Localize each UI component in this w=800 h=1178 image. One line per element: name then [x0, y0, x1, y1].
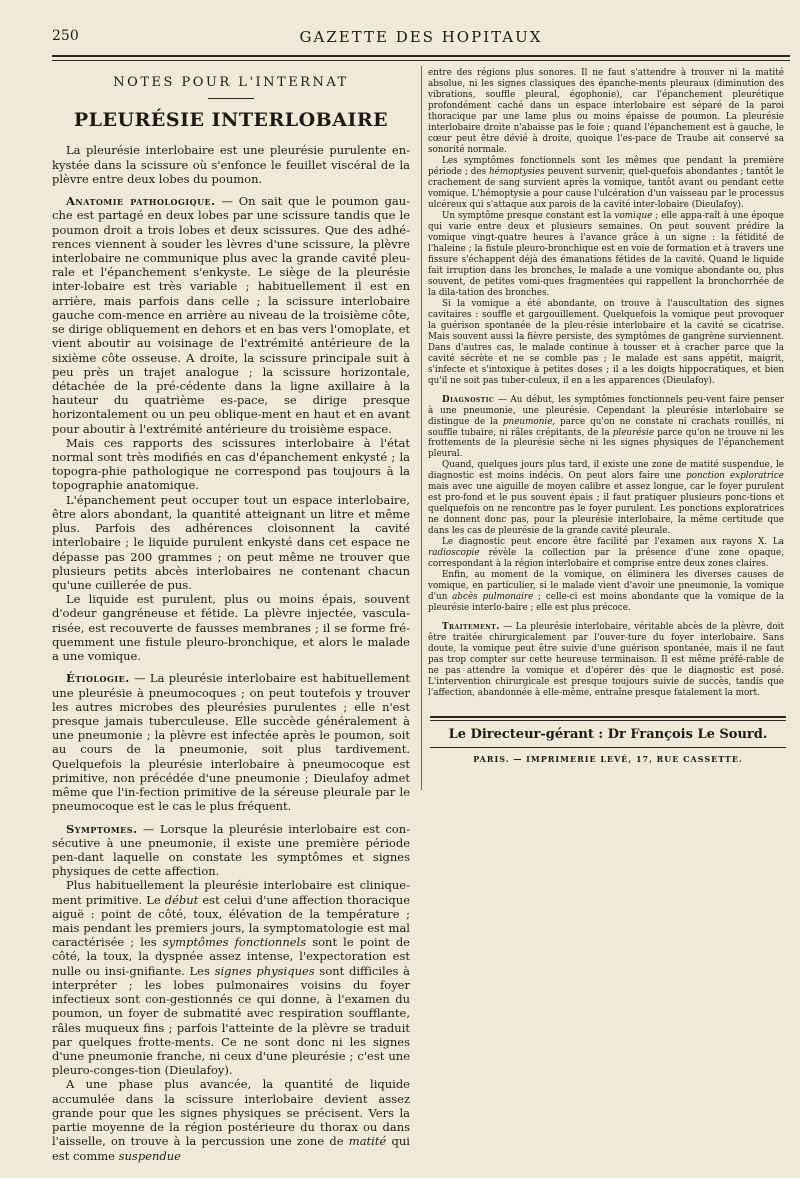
italic-run: matité — [348, 1134, 387, 1149]
intro-paragraph: La pleurésie interlobaire est une pleurésie purulente en-kystée dans la scissure où s'enfonce le feuillet viscéral de la plèvre entre deux lobes du poumon. — [52, 143, 410, 186]
traitement-text: — La pleurésie interlobaire, véritable abcès de la plèvre, doit être traitée chirurgicalement par l'ouver-ture du foyer interlobaire. Sans doute, la vomique peut être suivie d'une guérison spontanée, mais il ne faut pas trop compter sur cette heureuse terminaison. Il est même préfé-rable de ne pas attendre la vomique et d'opérer dès que le diagnostic est posé. L'intervention chirurgicale est presque toujours suivie de succès, tandis que l'affection, abandonnée à elle-même, entraîne presque fatalement la mort. — [428, 622, 784, 699]
text-run: ; elle appa-raît à une époque qui varie entre deux et plusieurs semaines. On peut souvent prédire la vomique vingt-quatre heures à l'avance grâce à un signe : la fétidité de l'haleine ; la fistule pleuro-bronchique est en voie de formation et à travers une fissure s'échappent déjà des émanations fétides de la cavité. Quand le liquide fait irruption dans les bronches, le malade a une vomique abondante ou, plus souvent, de petites vomi-ques fragmentées qui rappellent la bronchorrhée de la dila-tation des bronches. — [428, 210, 784, 298]
phase-paragraph — [52, 1077, 410, 1162]
text-run: sont difficiles à interpréter ; les lobes pulmonaires voisins du foyer infectieux sont con-gestionnés ce qui donne, à l'examen du poumon, un foyer de submatité avec respiration soufflante, râles muqueux fins ; parfois l'atteinte de la plèvre se traduit par quelques frotte-ments. Ce ne sont donc ni les signes d'une pneumonie franche, ni ceux d'une pleurésie ; c'est une pleuro-conges-tion (Dieulafoy). — [52, 963, 410, 1078]
text-run: Quand, quelques jours plus tard, il existe une zone de matité suspendue, le diagnostic est moins indécis. On peut alors faire une — [428, 460, 784, 482]
text-run: Le diagnostic peut encore être facilité par l'examen aux rayons X. La — [442, 537, 784, 548]
text-run: sont le point de côté, la toux, la dyspnée assez intense, l'expectoration est nulle ou insi-gnifiante. Les — [52, 935, 410, 978]
symptomes-text: — Lorsque la pleurésie interlobaire est con-sécutive à une pneumonie, il existe une première période pen-dant laquelle on constate les symptômes et signes physiques de cette affection. — [52, 821, 410, 879]
text-run: Les symptômes fonctionnels sont les mêmes que pendant la première période ; des — [428, 155, 784, 177]
radio-paragraph — [428, 537, 784, 570]
abondante-paragraph: Si la vomique a été abondante, on trouve à l'auscultation des signes cavitaires : souffle et gargouillement. Quelquefois la vomique peut provoquer la guérison spontanée de la pleu-résie interlobaire et la cavité se cicatrise. Mais souvent aussi la fièvre persiste, des symptômes de gangrène surviennent. Dans d'autres cas, le malade continue à tousser et à cracher parce que la cavité sécrète et ne se comble pas ; le malade est sans appétit, maigrit, s'infecte et s'intoxique à petites doses ; il a les doigts hippocratiques, et bien qu'il ne soit pas tuber-culeux, il en a les apparences (Dieulafoy). — [428, 298, 784, 386]
continued-paragraph: entre des régions plus sonores. Il ne faut s'attendre à trouver ni la matité absolue, ni les signes classiques des épanche-ments pleuraux (diminution des vibrations, souffle pleural, égophonie), car l'épanchement pleurétique profondément caché dans un espace interlobaire est séparé de la paroi thoracique par une lame plus ou moins épaisse de poumon. La pleurésie interlobaire droite n'abaisse pas le foie ; quand l'épanchement est à gauche, le cœur peut être dévié à droite, quoique l'es-pace de Traube ait conservé sa sonorité normale. — [428, 68, 784, 155]
enfin-paragraph — [428, 570, 784, 614]
text-run: — Au début, les symptômes fonctionnels peu-vent faire penser à une pneumonie, une pleurésie. Cependant la pleurésie interlobaire se distingue de la — [428, 394, 784, 427]
vomique-paragraph — [428, 211, 784, 299]
header-rule-thin — [52, 60, 790, 61]
italic-run: ponction exploratrice — [686, 471, 785, 482]
italic-run: début — [164, 892, 199, 907]
fonctionnels-paragraph — [428, 156, 784, 211]
text-run: parce qu'on ne trouve ni les frottements de la pleurésie sèche ni les signes physiques de l'épanchement pleural. — [428, 427, 784, 460]
italic-run: symptômes fonctionnels — [162, 935, 307, 950]
text-run: Un symptôme presque constant est la — [442, 210, 615, 221]
etiologie-heading: Étiologie. — [66, 671, 130, 686]
page-header — [52, 28, 790, 50]
page-number: 250 — [52, 28, 79, 44]
liquide-paragraph: Le liquide est purulent, plus ou moins épais, souvent d'odeur gangréneuse et fétide. La plèvre injectée, vascula-risée, est recouverte de fausses membranes ; il se forme fré-quemment une fistule pleuro-bronchique, et alors le malade a une vomique. — [52, 592, 410, 664]
text-run: révèle la collection par la présence d'une zone opaque, correspondant à la région interlobaire et comprise entre deux zones claires. — [428, 548, 784, 570]
epanchement-paragraph: L'épanchement peut occuper tout un espace interlobaire, être alors abondant, la quantité atteignant un litre et même plus. Parfois des adhérences cloisonnent la cavité interlobaire ; le liquide purulent enkysté dans cet espace ne dépasse pas 200 grammes ; on peut même ne trouver que plusieurs petits abcès interlobaires ne contenant chacun qu'une cuillerée de pus. — [52, 492, 410, 592]
title-rule — [208, 98, 254, 99]
journal-title: GAZETTE DES HOPITAUX — [299, 28, 543, 46]
text-run: Enfin, au moment de la vomique, on éliminera les diverses causes de vomique, en particulier, si le malade vient d'avoir une pneumonie, la vomique d'un — [428, 570, 784, 603]
italic-run: vomique — [614, 210, 653, 221]
text-run: A une phase plus avancée, la quantité de liquide accumulée dans la scissure interlobaire devient assez grande pour que les signes physiques se précisent. Vers la partie moyenne de la région postérieure du thorax ou dans l'aisselle, on trouve à la percussion une zone de — [52, 1077, 410, 1149]
column-divider — [421, 66, 422, 790]
text-run: , parce qu'on ne constate ni crachats rouillés, ni souffle tubaire, ni râles crépitants, de la — [428, 416, 784, 438]
header-rule-thick — [52, 55, 790, 57]
etiologie-paragraph — [52, 671, 410, 813]
rapports-paragraph: Mais ces rapports des scissures interlobaire à l'état normal sont très modifiés en cas d'épanchement enkysté ; la topogra-phie pathologique ne correspond pas toujours à la topographie anatomique. — [52, 435, 410, 493]
article-title: PLEURÉSIE INTERLOBAIRE — [73, 109, 389, 132]
text-run: peuvent survenir, quel-quefois abondantes ; tantôt le crachement de sang survient après la vomique, tantôt avant ou pendant cette vomique. L'hémoptysie a pour cause l'ulcération d'un vaisseau par le processus ulcéreux qui s'attaque aux parois de la cavité inter-lobaire (Dieulafoy). — [428, 166, 784, 210]
italic-run: signes physiques — [214, 963, 315, 978]
diagnostic-paragraph — [428, 395, 784, 461]
text-run: mais avec une aiguille de moyen calibre et assez longue, car le foyer purulent est pro-fond et le pus souvent épais ; il faut pratiquer plusieurs ponc-tions et quelquefois on ne rencontre pas le foyer purulent. Les ponctions exploratrices ne donnent donc pas, pour la pleurésie interlobaire, la même certitude que dans les cas de pleurésie de la grande cavité pleurale. — [428, 482, 784, 537]
italic-run: pneumonie — [502, 416, 553, 427]
right-column — [428, 68, 784, 699]
traitement-heading: Traitement. — [442, 622, 500, 633]
italic-run: abcès pulmonaire — [452, 592, 534, 603]
traitement-paragraph — [428, 622, 784, 699]
anatomie-heading: Anatomie pathologique. — [66, 194, 216, 209]
italic-run: suspendue — [118, 1148, 181, 1163]
anatomie-text: — On sait que le poumon gau-che est partagé en deux lobes par une scissure tandis que le poumon droit a trois lobes et deux scissures. Que des adhé-rences viennent à souder les lèvres d'une scissure, la plèvre interlobaire ne communique plus avec la grande cavité pleu-rale et l'épanchement s'enkyste. Le siège de la pleurésie inter-lobaire est très variable ; habituellement il est en arrière, mais parfois dans celle ; la scissure interlobaire gauche com-mence en arrière au niveau de la troisième côte, se dirige obliquement en dehors et en bas vers l'omoplate, et vient aboutir au voisinage de l'extrémité antérieure de la sixième côte osseuse. A droite, la scissure principale suit à peu près un trajet analogue ; la scissure horizontale, détachée de la pré-cédente dans la ligne axillaire à la hauteur du quatrième es-pace, se dirige presque horizontalement ou un peu oblique-ment en haut et en avant pour aboutir à l'extrémité antérieure du troisième espace. — [52, 194, 410, 436]
quand-paragraph — [428, 460, 784, 537]
text-run: qui est comme — [52, 1134, 410, 1163]
footer-rule-bottom — [430, 747, 786, 748]
habituel-paragraph — [52, 878, 410, 1077]
diagnostic-heading: Diagnostic — [442, 394, 495, 405]
director-line: Le Directeur-gérant : Dr François Le Sourd. — [448, 727, 768, 742]
printer-line: PARIS. — IMPRIMERIE LEVÉ, 17, RUE CASSETTE. — [473, 754, 743, 764]
left-column — [52, 68, 410, 1163]
symptomes-heading: Symptomes. — [66, 821, 138, 836]
italic-run: pleurésie — [612, 427, 655, 438]
italic-run: radioscopie — [428, 548, 480, 559]
section-label: NOTES POUR L'INTERNAT — [113, 75, 349, 90]
italic-run: hémoptysies — [488, 166, 545, 177]
symptomes-paragraph — [52, 822, 410, 879]
footer-rule-thin — [430, 720, 786, 721]
footer-rule-thick — [430, 716, 786, 718]
text-run: est celui d'une affection thoracique aiguë : point de côté, toux, élévation de la température ; mais pendant les premiers jours, la symptomatologie est mal caractérisée ; les — [52, 892, 410, 950]
etiologie-text: — La pleurésie interlobaire est habituellement une pleurésie à pneumocoques ; on peut toutefois y trouver les autres microbes des pleurésies purulentes ; elle n'est presque jamais tuberculeuse. Elle succède généralement à une pneumonie ; la plèvre est infectée après le poumon, soit au cours de la pneumonie, soit plus tardivement. Quelquefois la pleurésie interlobaire à pneumocoque est primitive, non précédée d'une pneumonie ; Dieulafoy admet même que l'in-fection primitive de la séreuse pleurale par le pneumocoque est le cas le plus fréquent. — [52, 671, 410, 814]
text-run: ; celle-ci est moins abondante que la vomique de la pleurésie interlo-baire ; elle est plus précoce. — [428, 592, 784, 614]
text-run: Plus habituellement la pleurésie interlobaire est clinique-ment primitive. Le — [52, 878, 410, 907]
anatomie-paragraph — [52, 194, 410, 436]
